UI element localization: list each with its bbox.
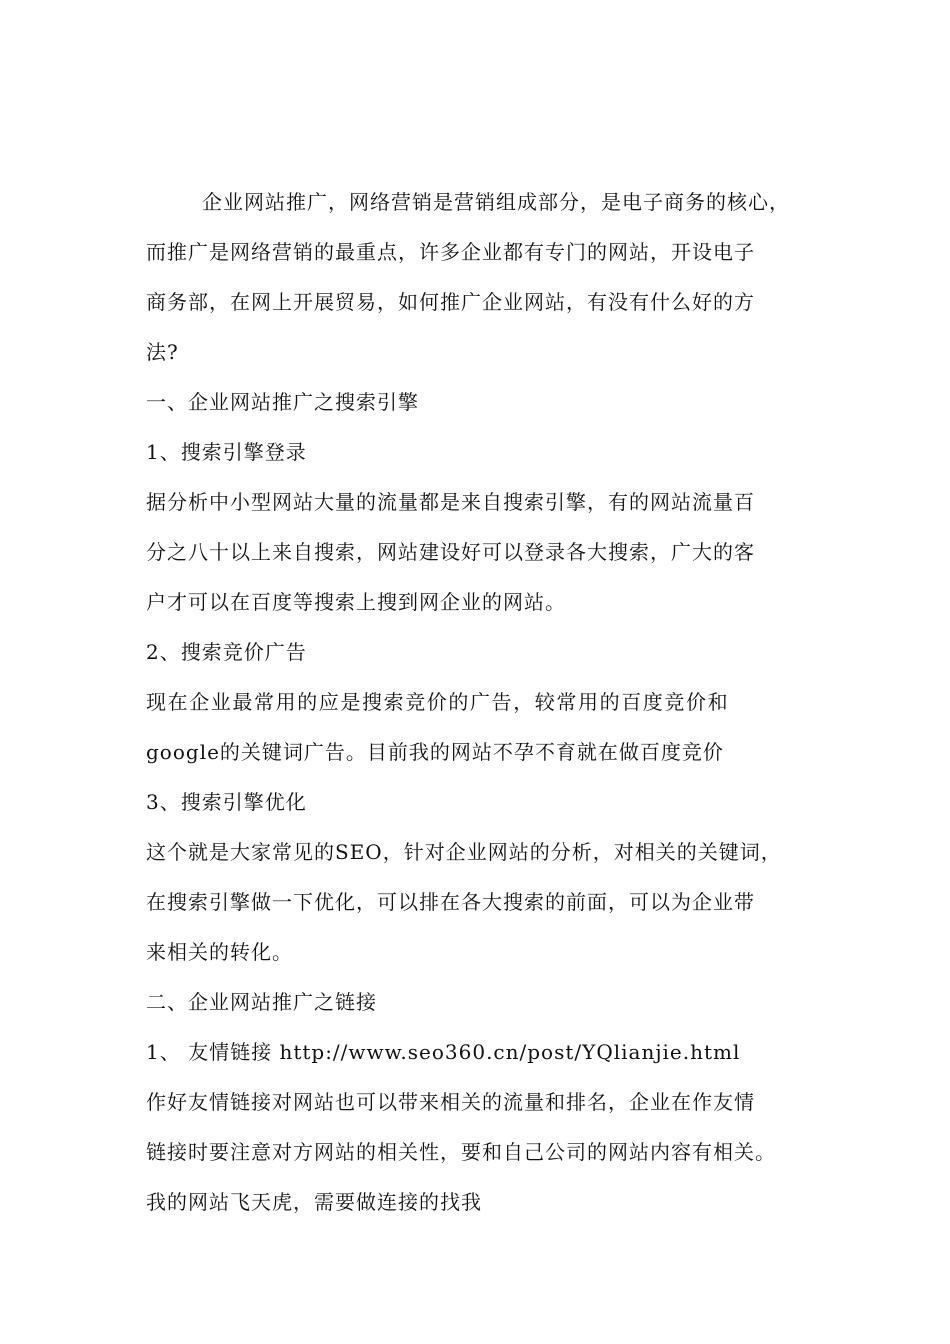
- paragraph-line: 现在企业最常用的应是搜索竞价的广告，较常用的百度竞价和: [146, 690, 730, 714]
- paragraph-line: 而推广是网络营销的最重点，许多企业都有专门的网站，开设电子: [146, 240, 755, 264]
- paragraph-line: 在搜索引擎做一下优化，可以排在各大搜索的前面，可以为企业带: [146, 890, 755, 914]
- paragraph-line: 这个就是大家常见的SEO，针对企业网站的分析，对相关的关键词，: [146, 840, 782, 864]
- paragraph-line: 企业网站推广，网络营销是营销组成部分，是电子商务的核心，: [202, 190, 790, 214]
- section-heading: 二、企业网站推广之链接: [146, 990, 377, 1014]
- paragraph-line: google的关键词广告。目前我的网站不孕不育就在做百度竞价: [146, 740, 724, 764]
- subsection-heading: 3、搜索引擎优化: [146, 790, 307, 814]
- subsection-heading: 2、搜索竞价广告: [146, 640, 307, 664]
- paragraph-line: 法?: [146, 340, 179, 364]
- paragraph-line: 作好友情链接对网站也可以带来相关的流量和排名，企业在作友情: [146, 1090, 755, 1114]
- paragraph-line: 户才可以在百度等搜索上搜到网企业的网站。: [146, 590, 566, 614]
- subsection-heading: 1、搜索引擎登录: [146, 440, 307, 464]
- paragraph-line: 据分析中小型网站大量的流量都是来自搜索引擎，有的网站流量百: [146, 490, 755, 514]
- paragraph-line: 分之八十以上来自搜索，网站建设好可以登录各大搜索，广大的客: [146, 540, 755, 564]
- paragraph-line: 来相关的转化。: [146, 940, 293, 964]
- document-body: [146, 177, 826, 1227]
- paragraph-line: 链接时要注意对方网站的相关性，要和自己公司的网站内容有相关。: [146, 1140, 776, 1164]
- paragraph-line: 我的网站飞天虎，需要做连接的找我: [146, 1190, 482, 1214]
- section-heading: 一、企业网站推广之搜索引擎: [146, 390, 419, 414]
- subsection-heading-link: 1、 友情链接 http://www.seo360.cn/post/YQlianjie.html: [146, 1040, 741, 1064]
- paragraph-line: 商务部，在网上开展贸易，如何推广企业网站，有没有什么好的方: [146, 290, 755, 314]
